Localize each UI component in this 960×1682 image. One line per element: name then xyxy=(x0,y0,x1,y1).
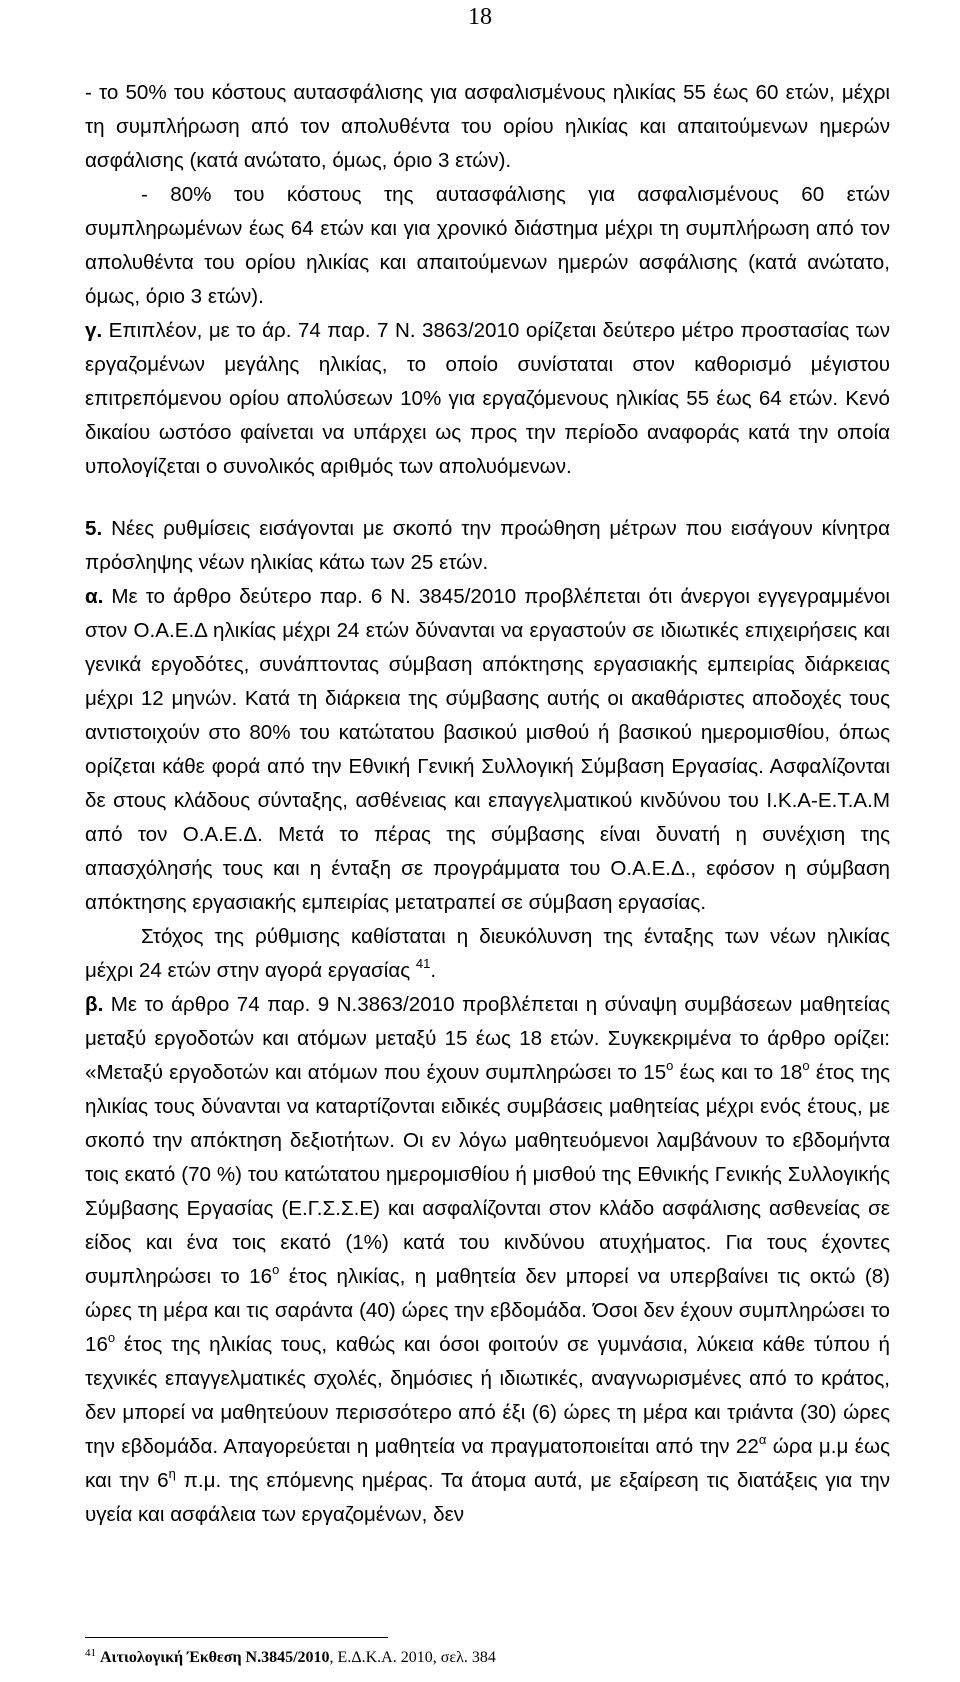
ordinal-superscript: ο xyxy=(272,1262,280,1277)
paragraph-beta-text: Με το άρθρο 74 παρ. 9 Ν.3863/2010 προβλέπεται η σύναψη συμβάσεων μαθητείας μεταξύ εργοδοτών και ατόμων μεταξύ 15 έως 18 ετών. Συγκεκριμένα το άρθρο ορίζει: «Μεταξύ εργοδοτών και ατόμων που έχουν συμπληρώσει το 15 xyxy=(85,993,890,1084)
ordinal-superscript: ο xyxy=(666,1058,674,1073)
item-label-beta: β. xyxy=(85,993,104,1016)
paragraph-alpha-text: Με το άρθρο δεύτερο παρ. 6 Ν. 3845/2010 προβλέπεται ότι άνεργοι εγγεγραμμένοι στον Ο.Α.Ε.Δ ηλικίας μέχρι 24 ετών δύνανται να εργαστούν σε ιδιωτικές επιχειρήσεις και γενικά εργοδότες, συνάπτοντας σύμβαση απόκτησης εργασιακής εμπειρίας διάρκειας μέχρι 12 μηνών. Κατά τη διάρκεια της σύμβασης αυτής οι ακαθάριστες αποδοχές τους αντιστοιχούν στο 80% του κατώτατου βασικού μισθού ή βασικού ημερομισθίου, όπως ορίζεται κάθε φορά από την Εθνική Γενική Συλλογική Σύμβαση Εργασίας. Ασφαλίζονται δε στους κλάδους σύνταξης, ασθένειας και επαγγελματικού κινδύνου του Ι.Κ.Α-Ε.Τ.Α.Μ από τον Ο.Α.Ε.Δ. Μετά το πέρας της σύμβασης είναι δυνατή η συνέχιση της απασχόλησής τους και η ένταξη σε προγράμματα του Ο.Α.Ε.Δ., εφόσον η σύμβαση απόκτησης εργασιακής εμπειρίας μετατραπεί σε σύμβαση εργασίας. xyxy=(85,585,890,914)
paragraph-beta xyxy=(85,988,890,1532)
paragraph-beta-text: έως και το 18 xyxy=(673,1061,803,1084)
ordinal-superscript: α xyxy=(758,1432,767,1447)
paragraph-alpha xyxy=(85,580,890,920)
footnote xyxy=(85,1647,890,1669)
paragraph-beta-text: έτος ηλικίας, η μαθητεία δεν μπορεί να υπερβαίνει τις οκτώ (8) ώρες τη μέρα και τις σαράντα (40) ώρες την εβδομάδα. Όσοι δεν έχουν συμπληρώσει το 16 xyxy=(85,1265,891,1356)
paragraph-goal xyxy=(85,920,890,988)
paragraph-beta-text: ώρα μ.μ έως και την 6 xyxy=(85,1435,890,1492)
paragraph-beta-text: π.μ. της επόμενης ημέρας. Τα άτομα αυτά, με εξαίρεση τις διατάξεις για την υγεία και ασφάλεια των εργαζομένων, δεν xyxy=(85,1469,891,1526)
item-label-gamma: γ. xyxy=(85,319,103,342)
paragraph-goal-text: Στόχος της ρύθμισης καθίσταται η διευκόλυνση της ένταξης των νέων ηλικίας μέχρι 24 ετών στην αγορά εργασίας xyxy=(85,925,890,982)
paragraph-beta-text: έτος της ηλικίας τους δύνανται να καταρτίζονται ειδικές συμβάσεις μαθητείας μέχρι ενός έτους, με σκοπό την απόκτηση δεξιοτήτων. Οι εν λόγω μαθητευόμενοι λαμβάνουν το εβδομήντα τοις εκατό (70 %) του κατώτατου ημερομισθίου ή μισθού της Εθνικής Γενικής Συλλογικής Σύμβασης Εργασίας (Ε.Γ.Σ.Σ.Ε) και ασφαλίζονται στον κλάδο ασφάλισης ασθενείας σε είδος και ένα τοις εκατό (1%) κατά του κινδύνου ατυχήματος. Για τους έχοντες συμπληρώσει το 16 xyxy=(85,1061,890,1288)
paragraph-goal-end: . xyxy=(430,959,437,982)
footnote-reference: 41 xyxy=(415,956,431,971)
paragraph-section-5-text: Νέες ρυθμίσεις εισάγονται με σκοπό την προώθηση μέτρων που εισάγουν κίνητρα πρόσληψης νέων ηλικίας κάτω των 25 ετών. xyxy=(85,517,890,574)
paragraph-gamma xyxy=(85,314,890,484)
paragraph-80-percent: - 80% του κόστους της αυτασφάλισης για ασφαλισμένους 60 ετών συμπληρωμένων έως 64 ετών και για χρονικό διάστημα μέχρι τη συμπλήρωση από τον απολυθέντα του ορίου ηλικίας και απαιτούμενων ημερών ασφάλισης (κατά ανώτατο, όμως, όριο 3 ετών). xyxy=(85,183,890,308)
ordinal-superscript: ο xyxy=(802,1058,810,1073)
section-number-5: 5. xyxy=(85,517,103,540)
paragraph-50-percent: - το 50% του κόστους αυτασφάλισης για ασφαλισμένους ηλικίας 55 έως 60 ετών, μέχρι τη συμπλήρωση από τον απολυθέντα του ορίου ηλικίας και απαιτούμενων ημερών ασφάλισης (κατά ανώτατο, όμως, όριο 3 ετών). xyxy=(85,81,890,172)
footnote-source: Αιτιολογική Έκθεση Ν.3845/2010 xyxy=(100,1649,330,1666)
paragraph-section-5 xyxy=(85,512,890,580)
footnote-number: 41 xyxy=(85,1647,96,1659)
paragraph-gamma-text: Επιπλέον, με το άρ. 74 παρ. 7 Ν. 3863/2010 ορίζεται δεύτερο μέτρο προστασίας των εργαζομένων μεγάλης ηλικίας, το οποίο συνίσταται στον καθορισμό μέγιστου επιτρεπόμενου ορίου απολύσεων 10% για εργαζόμενους ηλικίας 55 έως 64 ετών. Κενό δικαίου ωστόσο φαίνεται να υπάρχει ως προς την περίοδο αναφοράς κατά την οποία υπολογίζεται ο συνολικός αριθμός των απολυόμενων. xyxy=(85,319,890,478)
page-body xyxy=(85,76,890,1532)
ordinal-superscript: ο xyxy=(107,1330,116,1345)
ordinal-superscript: η xyxy=(168,1466,176,1481)
paragraph-beta-text: έτος της ηλικίας τους, καθώς και όσοι φοιτούν σε γυμνάσια, λύκεια κάθε τύπου ή τεχνικές επαγγελματικές σχολές, δημόσιες ή ιδιωτικές, αναγνωρισμένες από το κράτος, δεν μπορεί να μαθητεύουν περισσότερο από έξι (6) ώρες τη μέρα και τριάντα (30) ώρες την εβδομάδα. Απαγορεύεται η μαθητεία να πραγματοποιείται από την 22 xyxy=(85,1333,890,1458)
footnote-citation: , Ε.Δ.Κ.Α. 2010, σελ. 384 xyxy=(329,1649,496,1666)
page-number: 18 xyxy=(468,4,492,30)
item-label-alpha: α. xyxy=(85,585,104,608)
footnote-divider xyxy=(85,1637,388,1638)
